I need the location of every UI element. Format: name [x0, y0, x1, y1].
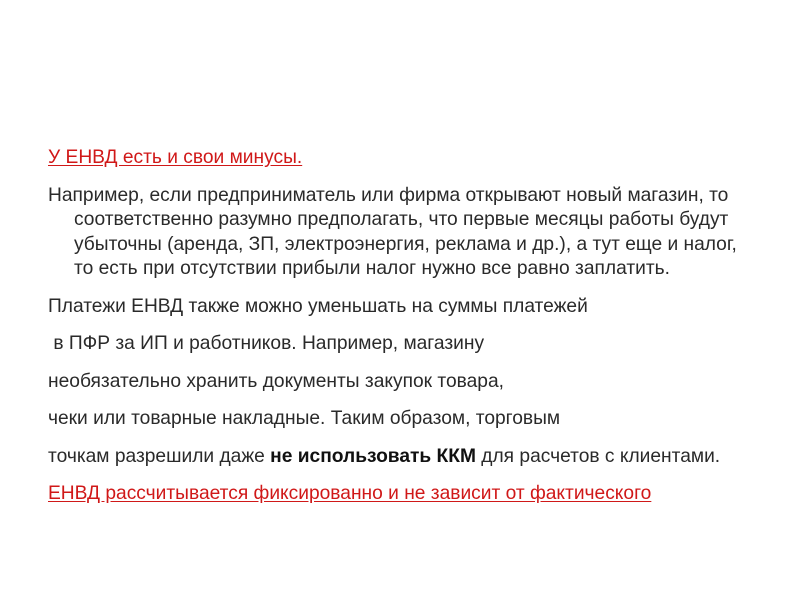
kkm-text-before: точкам разрешили даже — [48, 445, 271, 467]
kkm-text-after: для расчетов с клиентами. — [475, 445, 721, 467]
slide-body — [48, 146, 760, 520]
paragraph-kkm — [48, 445, 760, 470]
paragraph-new-store: Например, если предприниматель или фирма открывают новый магазин, то соответственно разумно предполагать, что первые месяцы работы будут убыточны (аренда, ЗП, электроэнергия, реклама и др.), а тут еще и налог, то есть при отсутствии прибыли налог нужно все равно заплатить. — [48, 184, 737, 279]
kkm-bold-text: не использовать ККМ — [270, 445, 476, 467]
paragraph-pfr: в ПФР за ИП и работников. Например, магазину — [48, 333, 485, 354]
paragraph-payments: Платежи ЕНВД также можно уменьшать на суммы платежей — [48, 295, 588, 317]
paragraph-documents: необязательно хранить документы закупок товара, — [48, 370, 504, 392]
heading-minuses: У ЕНВД есть и свои минусы. — [48, 147, 303, 168]
paragraph-receipts: чеки или товарные накладные. Таким образом, торговым — [48, 408, 561, 429]
footer-fixed-calculation: ЕНВД рассчитывается фиксированно и не зависит от фактического — [48, 483, 652, 504]
